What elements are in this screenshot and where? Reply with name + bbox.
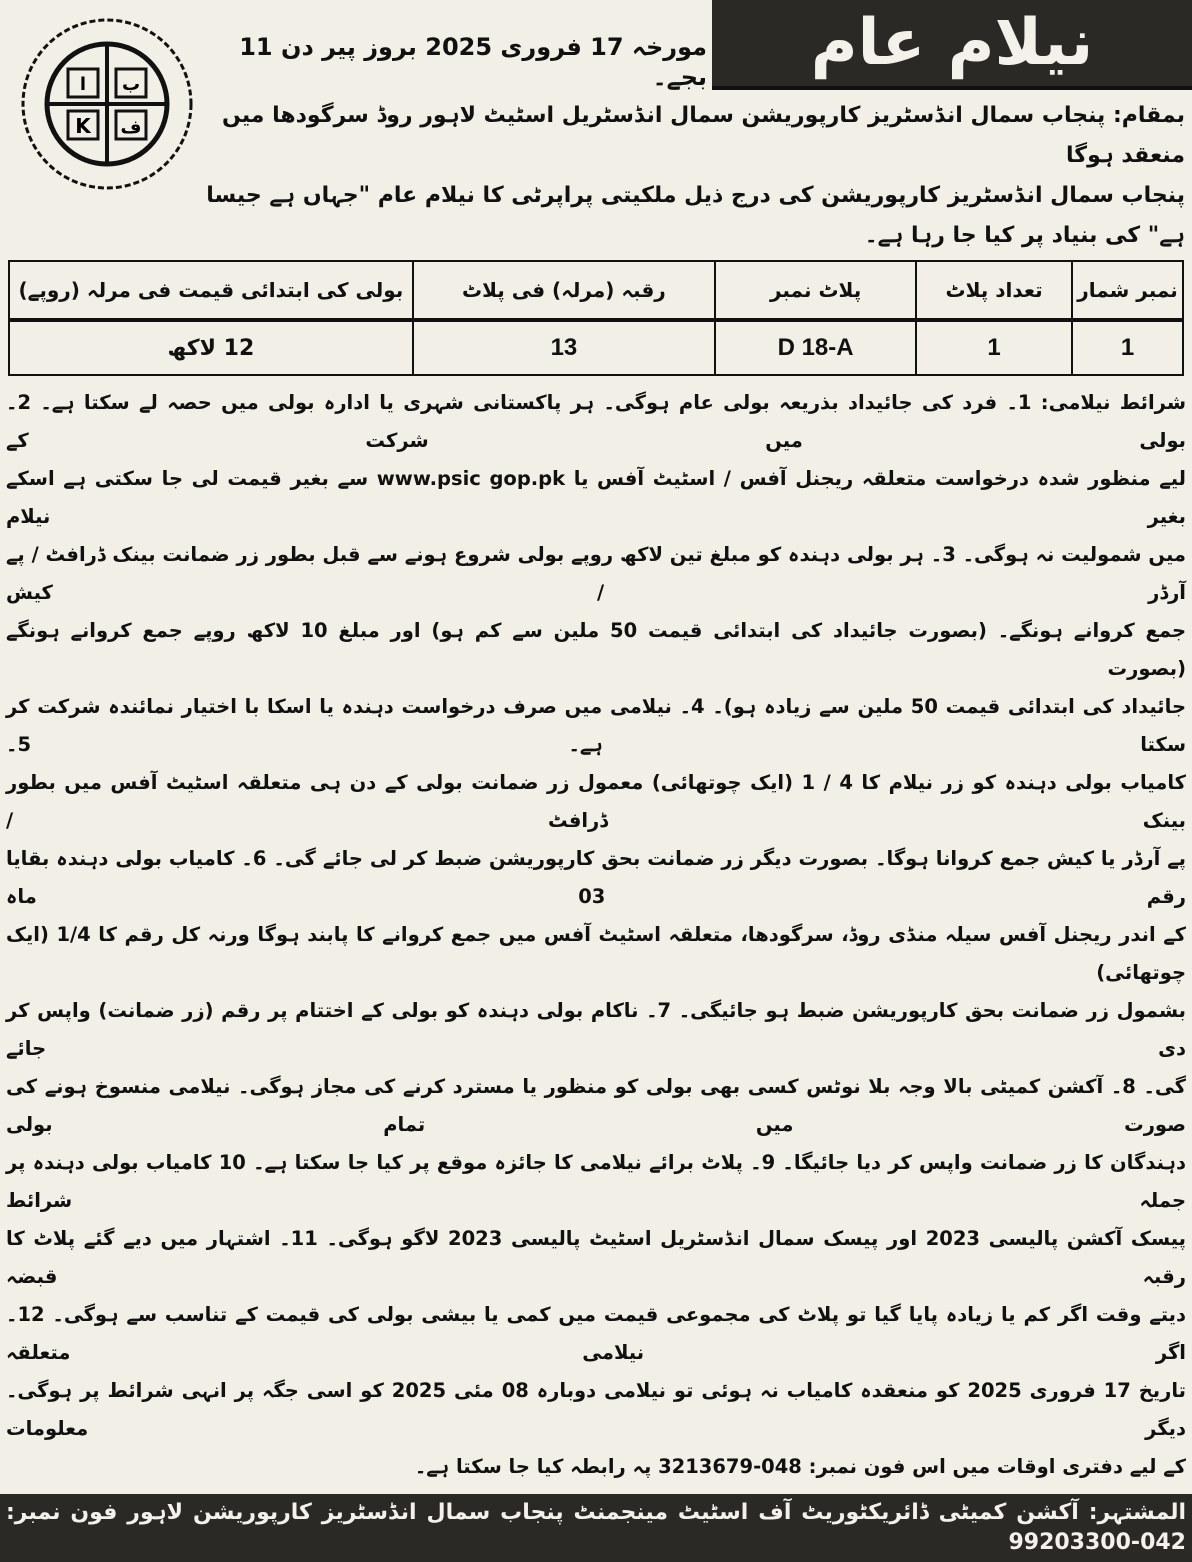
auction-terms bbox=[6, 384, 1186, 1486]
column-header: رقبہ (مرلہ) فی پلاٹ bbox=[413, 261, 715, 320]
terms-line: کے لیے دفتری اوقات میں اس فون نمبر: 048-3213679 پہ رابطہ کیا جا سکتا ہے۔ bbox=[414, 1455, 1186, 1478]
terms-line: گی۔ 8۔ آکشن کمیٹی بالا وجہ بلا نوٹس کسی بھی بولی کو منظور یا مسترد کرنے کی مجاز ہوگی۔ نیلامی منسوخ ہونے کی صورت میں تمام بولی bbox=[6, 1075, 1186, 1136]
terms-line: کے اندر ریجنل آفس سیلہ منڈی روڈ، سرگودھا، متعلقہ اسٹیٹ آفس میں جمع کروانے کا پابند ہوگا ورنہ کل رقم کا 1/4 (ایک چوتھائی) bbox=[6, 923, 1186, 984]
cell-reserve-price: 12 لاکھ bbox=[9, 320, 413, 375]
terms-line: میں شمولیت نہ ہوگی۔ 3۔ ہر بولی دہندہ کو مبلغ تین لاکھ روپے بولی شروع ہونے سے قبل بطور زر ضمانت بینک ڈرافٹ / پے آرڈر / کیش bbox=[6, 543, 1187, 604]
terms-line: جمع کروانے ہونگے۔ (بصورت جائیداد کی ابتدائی قیمت 50 ملین سے کم ہو) اور مبلغ 10 لاکھ روپے جمع کروانے ہونگے (بصورت bbox=[6, 619, 1186, 680]
cell-serial: 1 bbox=[1072, 320, 1183, 375]
cell-plot-number: D 18-A bbox=[715, 320, 916, 375]
terms-line: دہندگان کا زر ضمانت واپس کر دیا جائیگا۔ 9۔ پلاٹ برائے نیلامی کا جائزہ موقع پر کیا جا سکتا ہے۔ 10 کامیاب بولی دہندہ پر جملہ شرائط bbox=[6, 1151, 1186, 1212]
terms-line: شرائط نیلامی: 1۔ فرد کی جائیداد بذریعہ بولی عام ہوگی۔ ہر پاکستانی شہری یا ادارہ بولی میں حصہ لے سکتا ہے۔ 2۔ بولی میں شرکت کے bbox=[6, 391, 1186, 452]
table-header-row bbox=[9, 261, 1183, 320]
terms-line: کامیاب بولی دہندہ کو زر نیلام کا 4 / 1 (ایک چوتھائی) معمول زر ضمانت بولی کے دن ہی متعلقہ اسٹیٹ آفس میں بطور بینک ڈرافٹ / bbox=[6, 771, 1187, 832]
logo-letter: K bbox=[75, 114, 91, 138]
cell-plot-count: 1 bbox=[916, 320, 1072, 375]
logo-letter: ا bbox=[79, 74, 87, 95]
auction-date: مورخہ 17 فروری 2025 بروز پیر دن 11 بجے۔ bbox=[239, 33, 707, 91]
terms-line: پیسک آکشن پالیسی 2023 اور پیسک سمال انڈسٹریل اسٹیٹ پالیسی 2023 لاگو ہوگی۔ 11۔ اشتہار میں دیے گئے پلاٹ کا رقبہ قبضہ bbox=[6, 1227, 1186, 1288]
cell-area: 13 bbox=[413, 320, 715, 375]
column-header: نمبر شمار bbox=[1072, 261, 1183, 320]
page-title: نیلام عام bbox=[810, 6, 1094, 80]
logo-letter: ف bbox=[120, 117, 142, 138]
auction-intro: پنجاب سمال انڈسٹریز کارپوریشن کی درج ذیل ملکیتی پراپرٹی کا نیلام عام "جہاں ہے جیسا ہے" کی بنیاد پر کیا جا رہا ہے۔ bbox=[206, 183, 1185, 248]
table-row bbox=[9, 320, 1183, 375]
terms-line: دیتے وقت اگر کم یا زیادہ پایا گیا تو پلاٹ کی مجموعی قیمت میں کمی یا بیشی بولی کی قیمت کے تناسب سے ہوگی۔ 12۔ اگر نیلامی متعلقہ bbox=[6, 1303, 1186, 1364]
auction-venue: بمقام: پنجاب سمال انڈسٹریز کارپوریشن سمال انڈسٹریل اسٹیٹ لاہور روڈ سرگودھا میں منعقد ہوگا bbox=[222, 103, 1185, 168]
column-header: بولی کی ابتدائی قیمت فی مرلہ (روپے) bbox=[9, 261, 413, 320]
column-header: تعداد پلاٹ bbox=[916, 261, 1072, 320]
column-header: پلاٹ نمبر bbox=[715, 261, 916, 320]
property-table bbox=[8, 260, 1184, 376]
title-banner bbox=[712, 0, 1192, 90]
terms-line: بشمول زر ضمانت بحق کارپوریشن ضبط ہو جائیگی۔ 7۔ ناکام بولی دہندہ کو بولی کے اختتام پر رقم (زر ضمانت) واپس کر دی جائے bbox=[6, 999, 1186, 1060]
terms-line: لیے منظور شدہ درخواست متعلقہ ریجنل آفس / اسٹیٹ آفس یا www.psic gop.pk سے بغیر قیمت لی جا سکتی ہے اسکے بغیر نیلام bbox=[6, 467, 1186, 528]
terms-line: تاریخ 17 فروری 2025 کو منعقدہ کامیاب نہ ہوئی تو نیلامی دوبارہ 08 مئی 2025 کو اسی جگہ پر انہی شرائط پر ہوگی۔ دیگر معلومات bbox=[6, 1379, 1186, 1440]
advertiser-footer bbox=[0, 1494, 1192, 1562]
psic-logo bbox=[12, 14, 202, 194]
terms-line: جائیداد کی ابتدائی قیمت 50 ملین سے زیادہ ہو)۔ 4۔ نیلامی میں صرف درخواست دہندہ یا اسکا با اختیار نمائندہ شرکت کر سکتا ہے۔ 5۔ bbox=[6, 695, 1186, 756]
logo-letter: ب bbox=[121, 74, 141, 95]
terms-line: پے آرڈر یا کیش جمع کروانا ہوگا۔ بصورت دیگر زر ضمانت بحق کارپوریشن ضبط کر لی جائے گی۔ 6۔ کامیاب بولی دہندہ بقایا رقم 03 ماہ bbox=[6, 847, 1186, 908]
advertiser-text: المشتہر: آکشن کمیٹی ڈائریکٹوریٹ آف اسٹیٹ مینجمنٹ پنجاب سمال انڈسٹریز کارپوریشن لاہور فون نمبر: 042-99203300 bbox=[6, 1500, 1186, 1555]
